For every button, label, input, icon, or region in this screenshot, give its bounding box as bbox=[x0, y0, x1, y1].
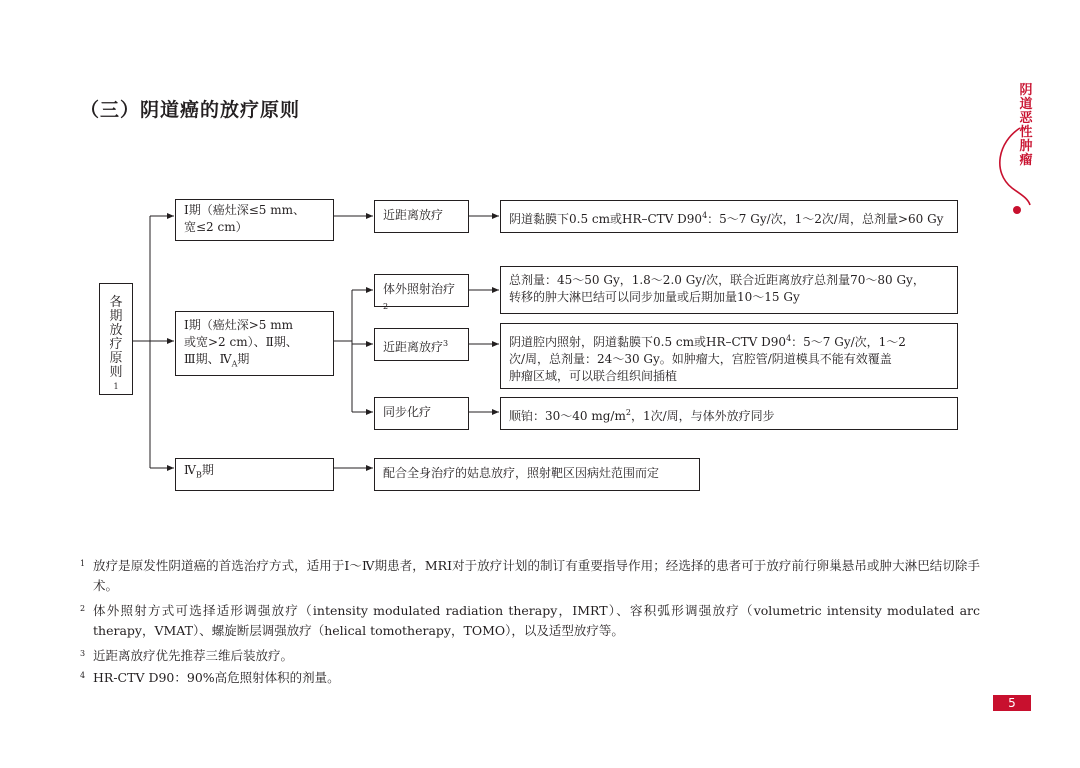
stage1-shallow-line1: Ⅰ期（癌灶深≤5 mm、 bbox=[184, 203, 306, 217]
brachy2-detail-line3: 肿瘤区域，可以联合组织间插植 bbox=[509, 369, 678, 383]
footnote-4 bbox=[80, 668, 980, 688]
footnote-2-text: 体外照射方式可选择适形调强放疗（intensity modulated radiation therapy，IMRT）、容积弧形调强放疗（volumetric intensity modulated arc therapy，VMAT）、螺旋断层调强放疗（helical tomotherapy，TOMO），以及适型放疗等。 bbox=[93, 603, 980, 638]
chemo-detail-box bbox=[500, 397, 958, 430]
ebrt-detail-line2: 转移的肿大淋巴结可以同步加量或后期加量10～15 Gy bbox=[509, 290, 800, 304]
page-number: 5 bbox=[993, 695, 1031, 711]
footnote-3-number: 3 bbox=[80, 649, 86, 658]
root-footnote-ref: 1 bbox=[113, 382, 119, 391]
page-title: （三）阴道癌的放疗原则 bbox=[80, 99, 301, 121]
footnote-3-text: 近距离放疗优先推荐三维后装放疗。 bbox=[93, 648, 294, 663]
stage1-shallow-box bbox=[175, 199, 334, 241]
stage-advanced-line1: Ⅰ期（癌灶深>5 mm bbox=[184, 318, 294, 332]
stage4b-detail-text: 配合全身治疗的姑息放疗，照射靶区因病灶范围而定 bbox=[383, 466, 660, 480]
brachytherapy-box-1 bbox=[374, 200, 469, 233]
brachytherapy-box-2 bbox=[374, 328, 469, 361]
concurrent-chemo-box bbox=[374, 397, 469, 430]
brachytherapy-label-2: 近距离放疗 bbox=[383, 340, 444, 354]
chemo-detail-text: 顺铂：30～40 $mg/m^2$，1次/周，与体外放疗同步 bbox=[509, 408, 775, 423]
footnote-1-number: 1 bbox=[80, 559, 86, 568]
stage4b-detail-box bbox=[374, 458, 700, 491]
ebrt-footnote-ref: 2 bbox=[383, 302, 389, 311]
brachy2-detail-line1: 阴道腔内照射，阴道黏膜下0.5 cm或HR–CTV $D90^4$：5～7 Gy/次，1～2 bbox=[509, 334, 906, 349]
footnote-2-number: 2 bbox=[80, 604, 86, 613]
stage4b-label: $Ⅳ_B$期 bbox=[184, 463, 214, 480]
root-label: 各期放疗原则 bbox=[109, 295, 123, 380]
footnote-2 bbox=[80, 601, 980, 641]
footnote-1 bbox=[80, 556, 980, 596]
footnote-3 bbox=[80, 646, 980, 666]
ebrt-detail-box bbox=[500, 266, 958, 314]
stage-advanced-line2: 或宽>2 cm）、Ⅱ期、 bbox=[184, 335, 298, 349]
footnote-4-number: 4 bbox=[80, 671, 86, 680]
ebrt-label: 体外照射治疗 bbox=[383, 282, 456, 296]
chapter-side-title: 阴道恶性肿瘤 bbox=[1019, 83, 1033, 168]
brachy2-detail-box bbox=[500, 323, 958, 389]
footnote-4-text: HR-CTV D90：90%高危照射体积的剂量。 bbox=[93, 670, 340, 685]
stage-advanced-box bbox=[175, 311, 334, 376]
stage-advanced-line3: Ⅲ期、$Ⅳ_A$期 bbox=[184, 352, 250, 369]
footnote-1-text: 放疗是原发性阴道癌的首选治疗方式，适用于Ⅰ～Ⅳ期患者，MRI对于放疗计划的制订有重要指导作用；经选择的患者可于放疗前行卵巢悬吊或肿大淋巴结切除手术。 bbox=[93, 558, 980, 593]
brachy2-footnote-ref: 3 bbox=[443, 339, 449, 348]
brachy1-detail-box bbox=[500, 200, 958, 233]
stage4b-box bbox=[175, 458, 334, 491]
stage1-shallow-line2: 宽≤2 cm） bbox=[184, 220, 248, 234]
brachytherapy-label-1: 近距离放疗 bbox=[383, 208, 444, 222]
root-box-all-stages bbox=[99, 283, 133, 395]
brachy1-detail-text: 阴道黏膜下0.5 cm或HR–CTV $D90^4$：5～7 Gy/次，1～2次/周，总剂量>60 Gy bbox=[509, 211, 944, 226]
ebrt-detail-line1: 总剂量：45～50 Gy，1.8～2.0 Gy/次，联合近距离放疗总剂量70～80 Gy， bbox=[509, 273, 925, 287]
concurrent-chemo-label: 同步化疗 bbox=[383, 405, 432, 419]
ebrt-box bbox=[374, 274, 469, 311]
brachy2-detail-line2: 次/周，总剂量：24～30 Gy。如肿瘤大，宫腔管/阴道模具不能有效覆盖 bbox=[509, 352, 892, 366]
